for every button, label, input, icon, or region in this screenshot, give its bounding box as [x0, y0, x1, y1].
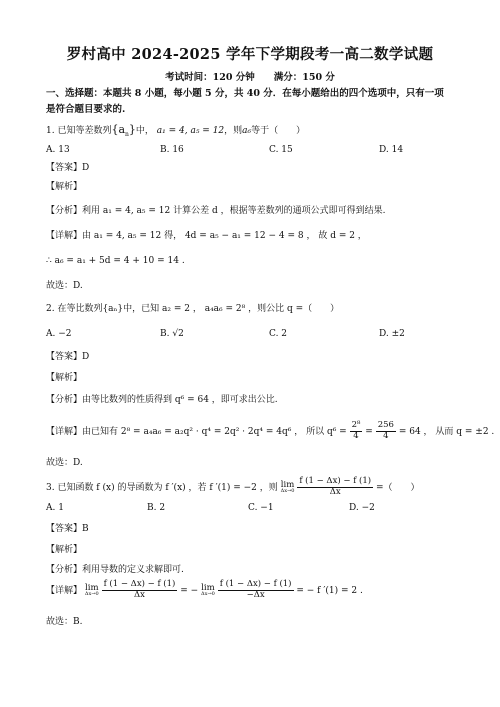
q2-fraction-1 [350, 421, 363, 442]
q1-option-d: D. 14 [379, 145, 404, 155]
q2-option-b: B. √2 [160, 329, 184, 339]
q1-seq: {a [111, 123, 126, 136]
q3-detail-fraction-1 [102, 580, 178, 601]
q3-answer: 【答案】B [46, 524, 89, 534]
q3-detail-fraction-1-num: f (1 − Δx) − f (1) [103, 579, 176, 589]
q2-fraction-2 [376, 421, 396, 442]
q1-seq-sub: n [125, 130, 129, 138]
q2-equals: = [365, 426, 373, 437]
q3-detail [46, 580, 363, 601]
q3-conclusion: 故选：B. [46, 617, 83, 627]
q2-fenxi: 【分析】由等比数列的性质得到 q⁶ = 64 ，即可求出公比. [46, 395, 278, 405]
q3-detail-limit-1 [85, 584, 99, 598]
q2-option-c: C. 2 [269, 329, 288, 339]
q3-limit [281, 481, 295, 495]
q3-option-a: A. 1 [46, 503, 64, 513]
q1-option-a: A. 13 [46, 145, 70, 155]
q1-target: a₆ [242, 126, 252, 136]
q2-conclusion: 故选：D. [46, 458, 83, 468]
q3-stem-end: =（ ） [375, 482, 420, 493]
q1-detail-line2: ∴ a₆ = a₁ + 5d = 4 + 10 = 14 . [46, 256, 185, 266]
q3-detail-limit-2-sub: Δx→0 [201, 591, 215, 598]
q3-limit-word: lim [280, 479, 295, 490]
q1-stem-text-d: 等于（ ） [251, 126, 306, 136]
q3-detail-fraction-2-num: f (1 − Δx) − f (1) [219, 579, 292, 589]
q3-stem-text: 3. 已知函数 f (x) 的导函数为 f ′(x) ，若 f ′(1) = −2 ，则 [46, 482, 278, 493]
q1-option-b: B. 16 [160, 145, 184, 155]
q1-detail-line1: 【详解】由 a₁ = 4, a₅ = 12 得， 4d = a₅ − a₁ = 12 − 4 = 8 ， 故 d = 2 ， [46, 231, 367, 241]
q1-fenxi: 【分析】利用 a₁ = 4, a₅ = 12 计算公差 d ，根据等差数列的通项公式即可得到结果. [46, 206, 386, 216]
q3-detail-limit-2 [201, 584, 215, 598]
q3-detail-limit-2-word: lim [201, 582, 215, 593]
q3-option-c: C. −1 [248, 503, 274, 513]
q2-fraction-1-den: 4 [353, 430, 359, 441]
q1-stem-text-c: ，则 [224, 126, 243, 136]
q2-option-d: D. ±2 [379, 329, 405, 339]
q3-detail-limit-1-sub: Δx→0 [84, 591, 99, 598]
q3-stem [46, 477, 420, 498]
q1-answer: 【答案】D [46, 163, 90, 173]
q2-detail-text: 【详解】由已知有 2⁸ = a₄a₆ = a₂q² · q⁴ = 2q² · 2q⁴ = 4q⁶ ， 所以 q⁶ = [46, 426, 347, 437]
q3-detail-end: = − f ′(1) = 2 . [296, 585, 363, 596]
q1-stem-text-b: 中， [135, 126, 154, 136]
q2-fraction-1-num: 2⁸ [351, 420, 361, 430]
q3-analysis-title: 【解析】 [46, 545, 83, 555]
q3-fraction-den: Δx [329, 486, 341, 497]
q2-stem: 2. 在等比数列{aₙ}中，已知 a₂ = 2 ， a₄a₆ = 2⁸ ，则公比 q =（ ） [46, 304, 340, 314]
q3-option-d: D. −2 [349, 503, 375, 513]
q3-fraction [297, 477, 373, 498]
q3-limit-sub: Δx→0 [280, 488, 295, 495]
q2-fraction-2-num: 256 [377, 420, 394, 430]
q3-fenxi: 【分析】利用导数的定义求解即可. [46, 565, 184, 575]
q3-detail-label: 【详解】 [46, 585, 83, 596]
q1-conclusion: 故选：D. [46, 281, 83, 291]
page-title: 罗村高中 2024-2025 学年下学期段考一高二数学试题 [66, 46, 434, 63]
q1-stem [46, 124, 305, 139]
q3-detail-limit-1-word: lim [85, 582, 99, 593]
q1-stem-text: 1. 已知等差数列 [46, 126, 112, 136]
q1-condition: a₁ = 4, a₅ = 12 [156, 126, 225, 136]
q3-fraction-num: f (1 − Δx) − f (1) [299, 476, 372, 486]
q2-analysis-title: 【解析】 [46, 373, 83, 383]
q2-answer: 【答案】D [46, 352, 90, 362]
section-heading-line2: 是符合题目要求的. [46, 104, 126, 115]
q2-detail [46, 421, 494, 442]
q1-option-c: C. 15 [269, 145, 293, 155]
q3-detail-fraction-2-den: −Δx [246, 589, 265, 600]
q3-detail-fraction-2 [218, 580, 294, 601]
q2-detail-end: = 64 ， 从而 q = ±2 . [398, 426, 495, 437]
exam-info: 考试时间：120 分钟 满分：150 分 [165, 72, 335, 83]
section-heading-line1: 一、选择题：本题共 8 小题，每小题 5 分，共 40 分．在每小题给出的四个选项中，只有一项 [46, 88, 444, 99]
q1-analysis-title: 【解析】 [46, 182, 83, 192]
q3-option-b: B. 2 [147, 503, 166, 513]
q1-seq-close: } [128, 123, 136, 136]
q3-detail-fraction-1-den: Δx [133, 589, 145, 600]
q2-fraction-2-den: 4 [383, 430, 389, 441]
q2-option-a: A. −2 [46, 329, 72, 339]
q3-detail-mid: = − [180, 585, 199, 596]
